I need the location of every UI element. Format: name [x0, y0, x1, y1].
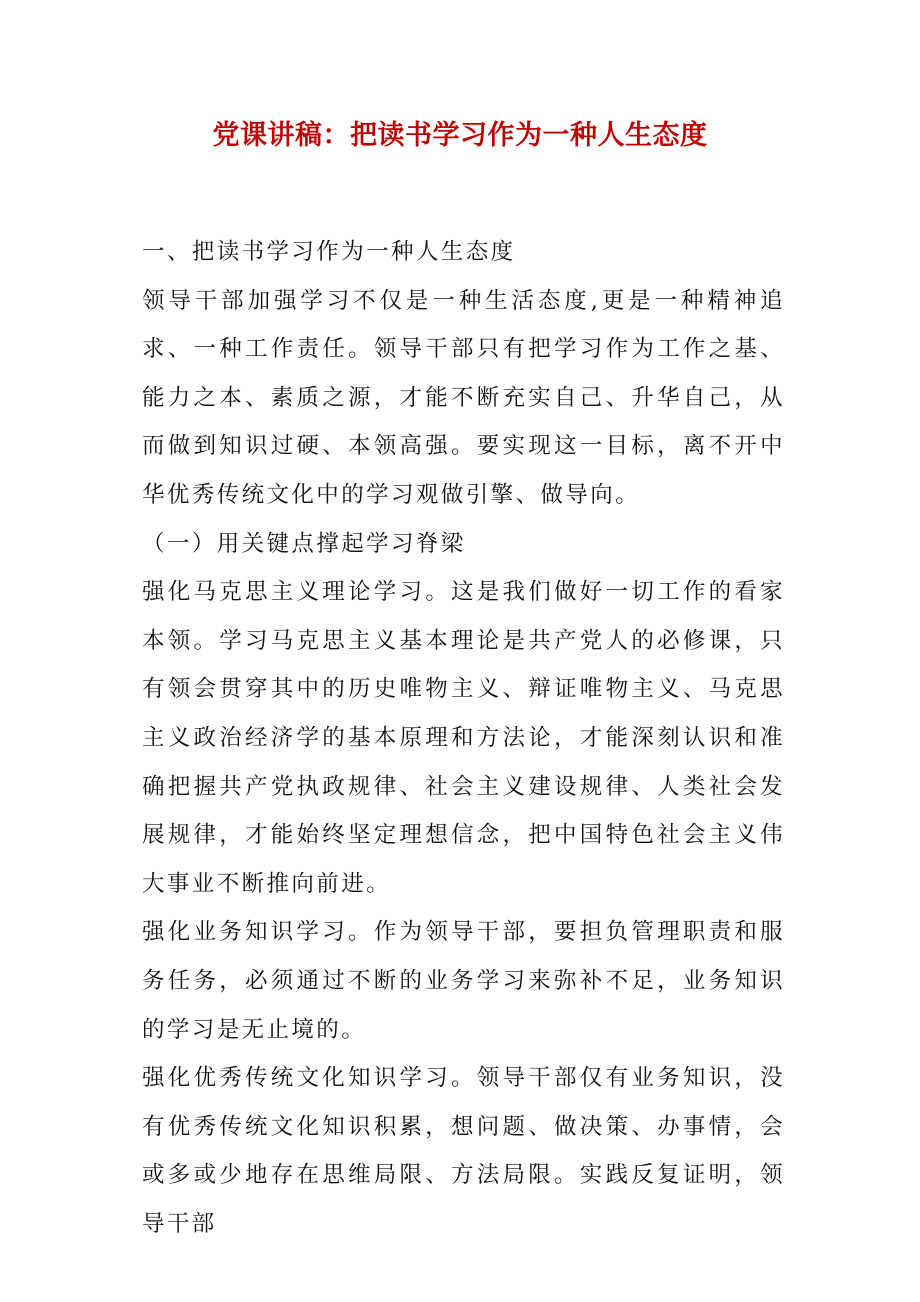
subsection-heading: （一）用关键点撑起学习脊梁 [142, 530, 466, 557]
paragraph-intro: 领导干部加强学习不仅是一种生活态度,更是一种精神追求、一种工作责任。领导干部只有把学习作为工作之基、能力之本、素质之源，才能不断充实自己、升华自己，从而做到知识过硬、本领高强。要实现这一目标，离不开中华优秀传统文化中的学习观做引擎、做导向。 [142, 287, 785, 508]
paragraph-marxism-study: 强化马克思主义理论学习。这是我们做好一切工作的看家本领。学习马克思主义基本理论是共产党人的必修课，只有领会贯穿其中的历史唯物主义、辩证唯物主义、马克思主义政治经济学的基本原理和方法论，才能深刻认识和准确把握共产党执政规律、社会主义建设规律、人类社会发展规律，才能始终坚定理想信念，把中国特色社会主义伟大事业不断推向前进。 [142, 579, 785, 897]
section-heading: 一、把读书学习作为一种人生态度 [142, 239, 516, 265]
paragraph-business-study: 强化业务知识学习。作为领导干部，要担负管理职责和服务任务，必须通过不断的业务学习来弥补不足，业务知识的学习是无止境的。 [142, 919, 785, 1043]
document-body [142, 228, 785, 1248]
document-title: 党课讲稿：把读书学习作为一种人生态度 [212, 120, 708, 151]
paragraph-culture-study: 强化优秀传统文化知识学习。领导干部仅有业务知识，没有优秀传统文化知识积累，想问题、做决策、办事情，会或多或少地存在思维局限、方法局限。实践反复证明，领导干部 [142, 1065, 785, 1237]
